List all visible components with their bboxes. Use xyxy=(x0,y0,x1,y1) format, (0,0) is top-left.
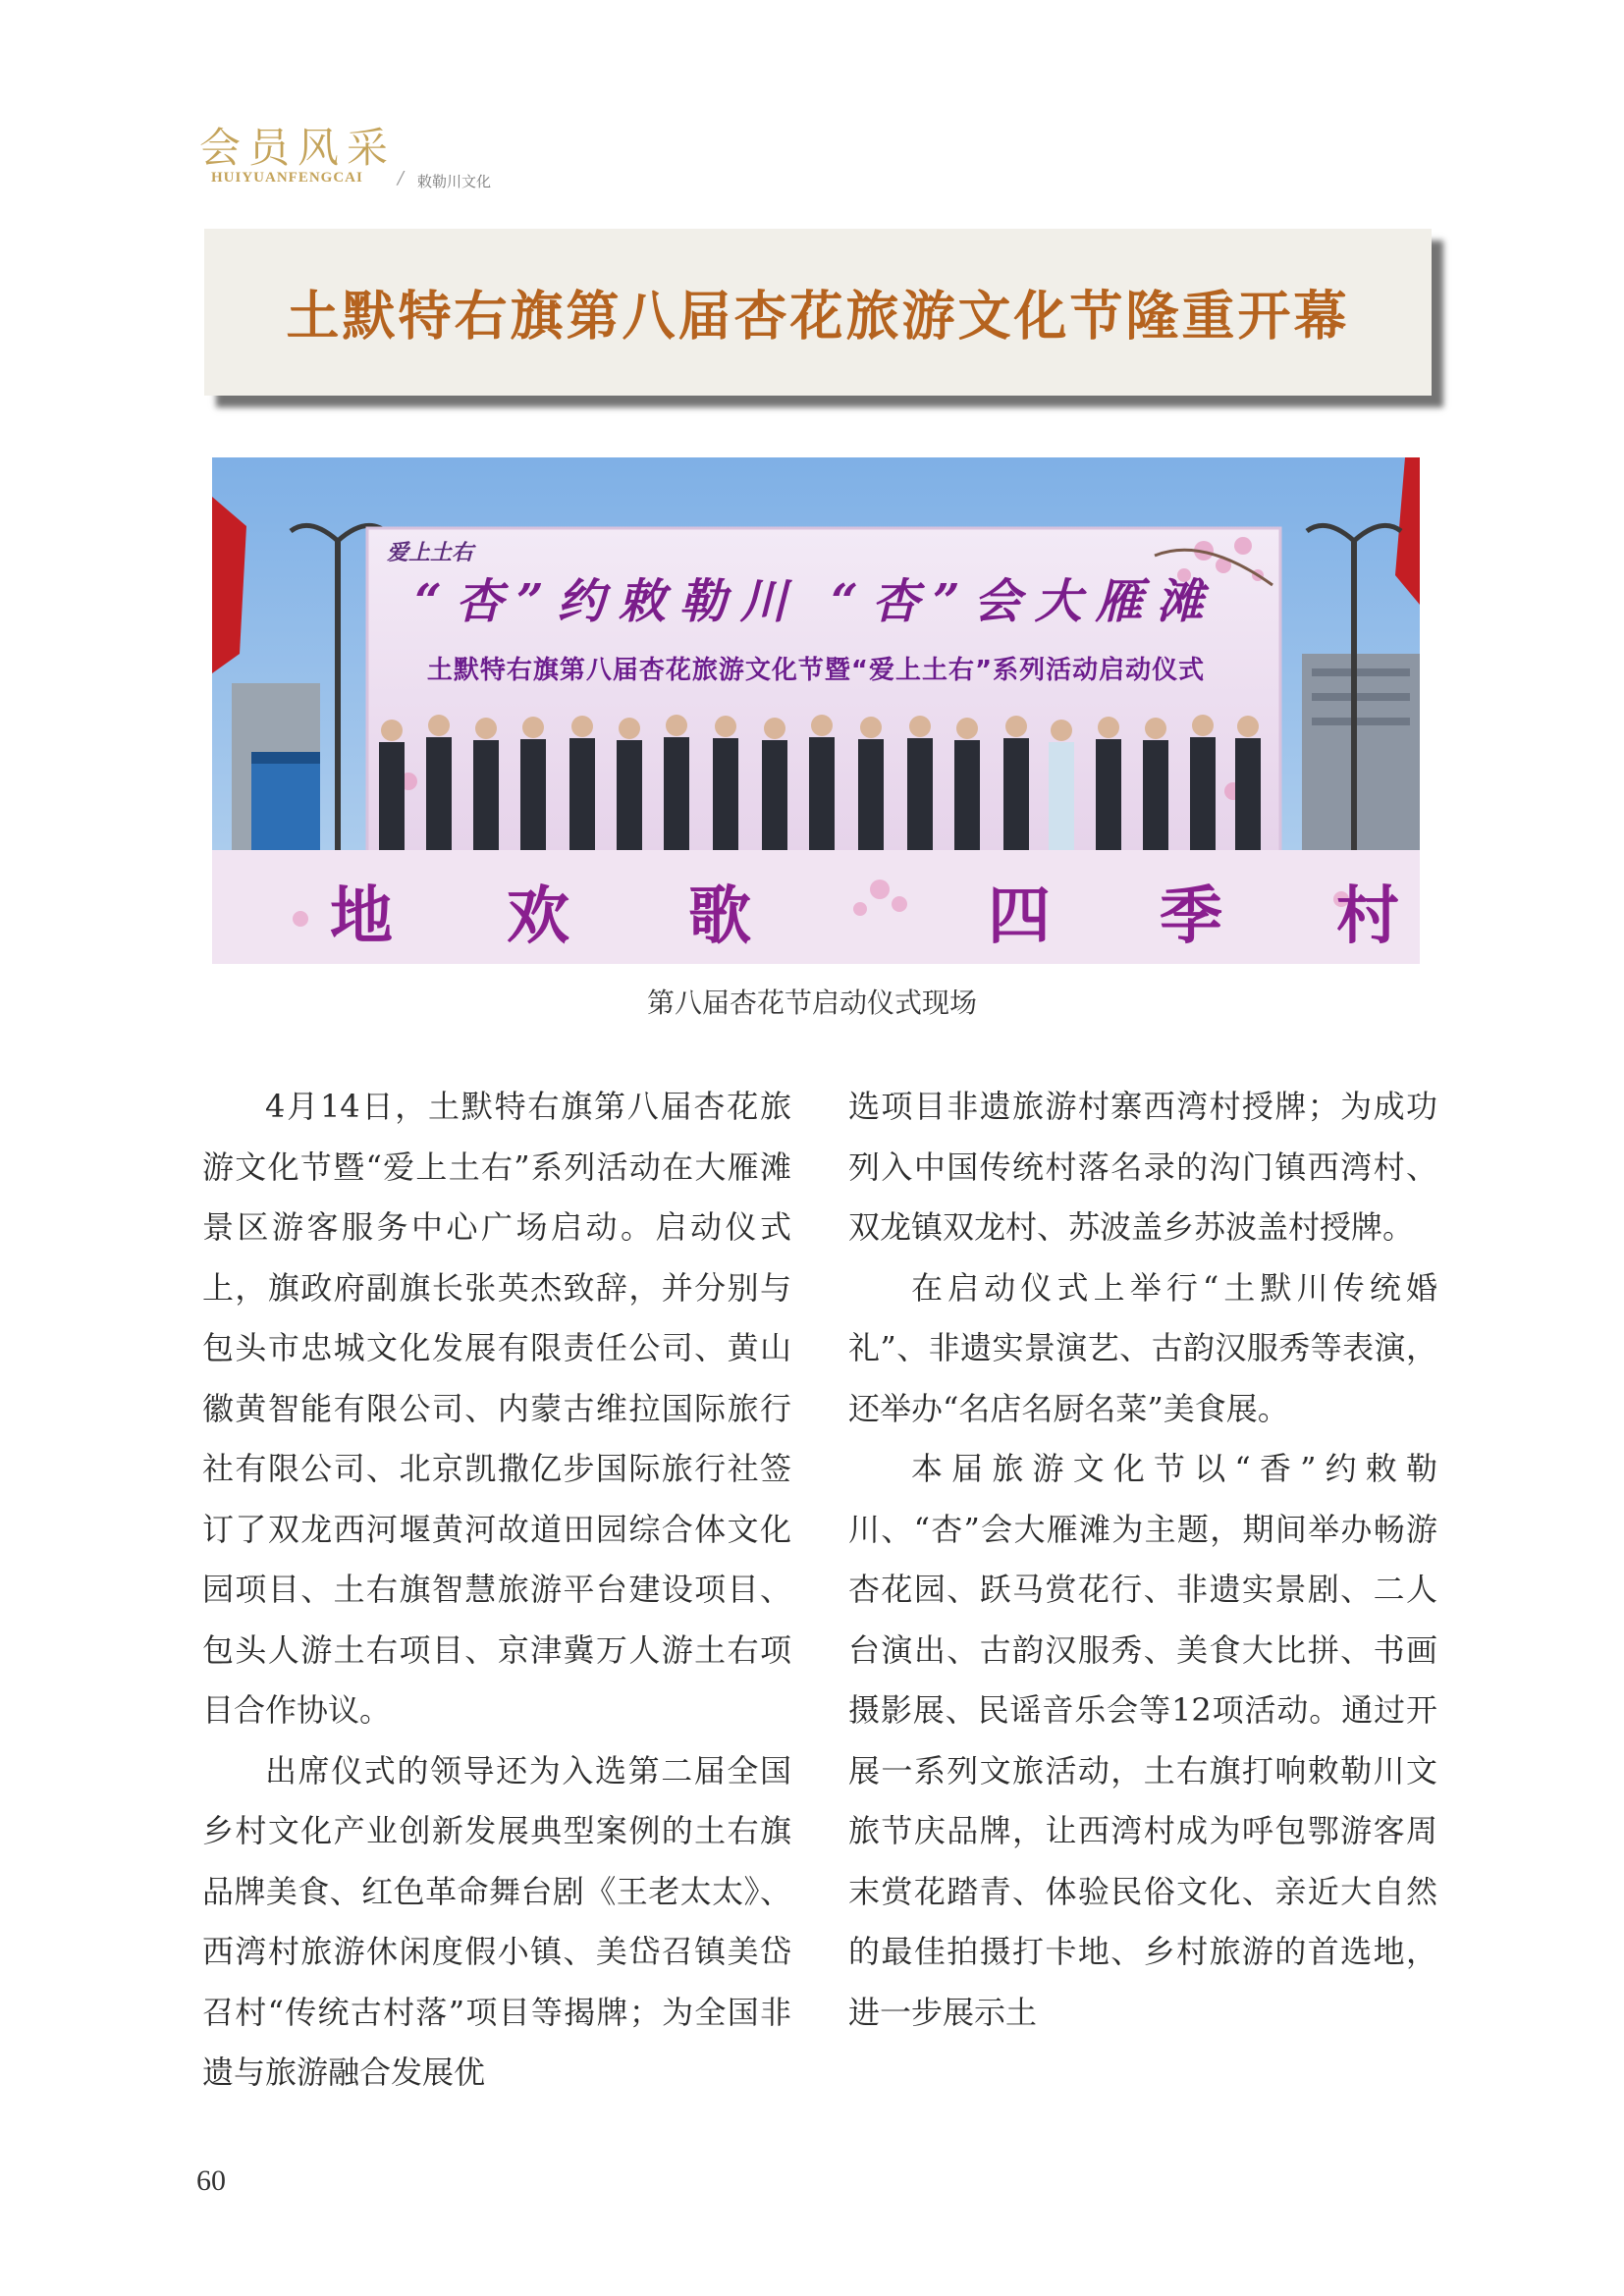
body-column-left xyxy=(202,1077,791,2104)
front-character: 季 xyxy=(1160,881,1222,953)
front-character: 村 xyxy=(1336,881,1399,953)
section-subtitle-divider: / xyxy=(398,168,405,188)
paragraph: 出席仪式的领导还为入选第二届全国乡村文化产业创新发展典型案例的土右旗品牌美食、红色革命舞台剧《王老太太》、西湾村旅游休闲度假小镇、美岱召镇美岱召村“传统古村落”项目等揭牌；为全国非遗与旅游融合发展优 xyxy=(202,1751,791,2091)
page-number: 60 xyxy=(196,2164,226,2197)
front-character: 四 xyxy=(988,881,1051,953)
stage-badge-text: 爱上土右 xyxy=(387,540,474,565)
section-header xyxy=(199,116,592,194)
paragraph: 本届旅游文化节以“香”约敕勒川、“杏”会大雁滩为主题，期间举办畅游杏花园、跃马赏花行、非遗实景剧、二人台演出、古韵汉服秀、美食大比拼、书画摄影展、民谣音乐会等12项活动。通过开展一系列文旅活动，土右旗打响敕勒川文旅节庆品牌，让西湾村成为呼包鄂游客周末赏花踏青、体验民俗文化、亲近大自然的最佳拍摄打卡地、乡村旅游的首选地，进一步展示土 xyxy=(848,1450,1437,2031)
stage-front-characters xyxy=(212,866,1420,953)
section-subtitle xyxy=(211,170,604,197)
paragraph: 4月14日，土默特右旗第八届杏花旅游文化节暨“爱上土右”系列活动在大雁滩景区游客服务中心广场启动。启动仪式上，旗政府副旗长张英杰致辞，并分别与包头市忠城文化发展有限责任公司、黄山徽黄智能有限公司、内蒙古维拉国际旅行社有限公司、北京凯撒亿步国际旅行社签订了双龙西河堰黄河故道田园综合体文化园项目、土右旗智慧旅游平台建设项目、包头人游土右项目、京津冀万人游土右项目合作协议。 xyxy=(202,1088,791,1729)
article-title-banner xyxy=(204,229,1432,396)
front-character: 歌 xyxy=(688,881,751,953)
section-title: 会员风采 xyxy=(199,124,397,172)
section-subtitle-en: HUIYUANFENGCAI xyxy=(211,170,363,186)
photo-caption: 第八届杏花节启动仪式现场 xyxy=(646,987,977,1019)
section-subtitle-cn: 敕勒川文化 xyxy=(417,173,492,190)
paragraph: 在启动仪式上举行“土默川传统婚礼”、非遗实景演艺、古韵汉服秀等表演，还举办“名店名厨名菜”美食展。 xyxy=(848,1268,1437,1427)
article-title: 土默特右旗第八届杏花旅游文化节隆重开幕 xyxy=(286,285,1350,347)
body-column-right xyxy=(848,1077,1437,2043)
front-character: 欢 xyxy=(507,881,569,953)
stage-slogan: “杏”约敕勒川 “杏”会大雁滩 xyxy=(414,574,1218,629)
front-character: 地 xyxy=(330,881,393,953)
stage-title: 土默特右旗第八届杏花旅游文化节暨“爱上土右”系列活动启动仪式 xyxy=(426,656,1206,685)
event-photo xyxy=(212,457,1420,964)
paragraph: 选项目非遗旅游村寨西湾村授牌；为成功列入中国传统村落名录的沟门镇西湾村、双龙镇双龙村、苏波盖乡苏波盖村授牌。 xyxy=(848,1088,1437,1246)
